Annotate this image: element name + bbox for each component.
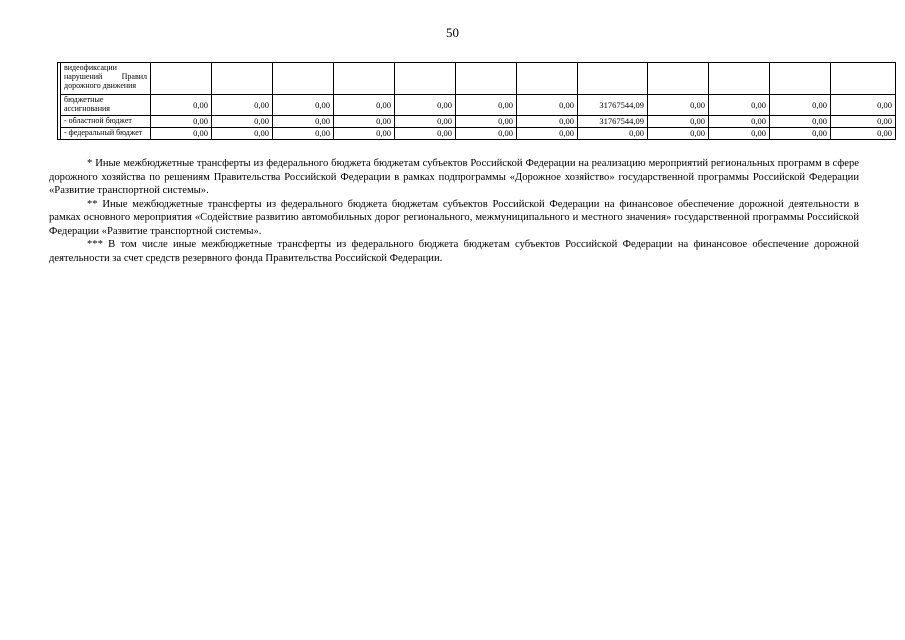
value-cell [334,63,395,95]
value-cell [831,63,896,95]
value-cell: 31767544,09 [578,95,648,116]
row-label: - федеральный бюджет [61,128,151,140]
value-cell: 0,00 [151,128,212,140]
table-row-federal-budget [58,128,896,140]
value-cell: 0,00 [831,116,896,128]
footnote-3: *** В том числе иные межбюджетные трансферты из федерального бюджета бюджетам субъектов Российской Федерации на финансовое обеспечение дорожной деятельности за счет средств резервного фонда Правительства Российской Федерации. [49,239,859,264]
value-cell: 0,00 [151,116,212,128]
value-cell [456,63,517,95]
value-cell: 0,00 [395,116,456,128]
value-cell [709,63,770,95]
value-cell: 0,00 [273,116,334,128]
value-cell [151,63,212,95]
table-row-regional-budget [58,116,896,128]
value-cell: 0,00 [831,128,896,140]
value-cell: 0,00 [212,128,273,140]
value-cell: 0,00 [770,116,831,128]
value-cell: 0,00 [334,95,395,116]
footnotes [49,157,859,265]
value-cell [648,63,709,95]
value-cell [273,63,334,95]
value-cell: 0,00 [151,95,212,116]
value-cell: 0,00 [456,95,517,116]
value-cell: 0,00 [517,116,578,128]
value-cell: 0,00 [334,116,395,128]
value-cell: 0,00 [709,128,770,140]
value-cell: 0,00 [709,116,770,128]
table-row-video-fixation [58,63,896,95]
footnote-2: ** Иные межбюджетные трансферты из федерального бюджета бюджетам субъектов Российской Федерации на финансовое обеспечение дорожной деятельности в рамках основного мероприятия «Содействие развитию автомобильных дорог регионального, межмуниципального и местного значения» государственной программы Российской Федерации «Развитие транспортной системы». [49,198,859,237]
value-cell: 0,00 [709,95,770,116]
value-cell: 0,00 [517,95,578,116]
row-label: - областной бюджет [61,116,151,128]
value-cell [212,63,273,95]
page-number: 50 [446,25,459,40]
value-cell: 0,00 [648,95,709,116]
value-cell: 0,00 [212,116,273,128]
value-cell: 0,00 [517,128,578,140]
row-label: видеофиксации нарушений Правил дорожного движения [61,63,151,95]
value-cell: 0,00 [334,128,395,140]
value-cell [578,63,648,95]
table-row-budget-assignments [58,95,896,116]
value-cell: 0,00 [770,128,831,140]
value-cell: 31767544,09 [578,116,648,128]
value-cell: 0,00 [395,95,456,116]
value-cell: 0,00 [273,128,334,140]
value-cell: 0,00 [831,95,896,116]
value-cell [395,63,456,95]
value-cell [770,63,831,95]
value-cell: 0,00 [770,95,831,116]
value-cell: 0,00 [578,128,648,140]
value-cell: 0,00 [648,128,709,140]
value-cell: 0,00 [395,128,456,140]
value-cell: 0,00 [212,95,273,116]
footnote-1: * Иные межбюджетные трансферты из федерального бюджета бюджетам субъектов Российской Федерации на реализацию мероприятий региональных программ в сфере дорожного хозяйства по решениям Правительства Российской Федерации в рамках подпрограммы «Дорожное хозяйство» государственной программы Российской Федерации «Развитие транспортной системы». [49,158,859,196]
value-cell: 0,00 [456,128,517,140]
value-cell: 0,00 [456,116,517,128]
value-cell: 0,00 [648,116,709,128]
value-cell: 0,00 [273,95,334,116]
value-cell [517,63,578,95]
budget-table [57,62,896,140]
row-label: бюджетные ассигнования [61,95,151,116]
